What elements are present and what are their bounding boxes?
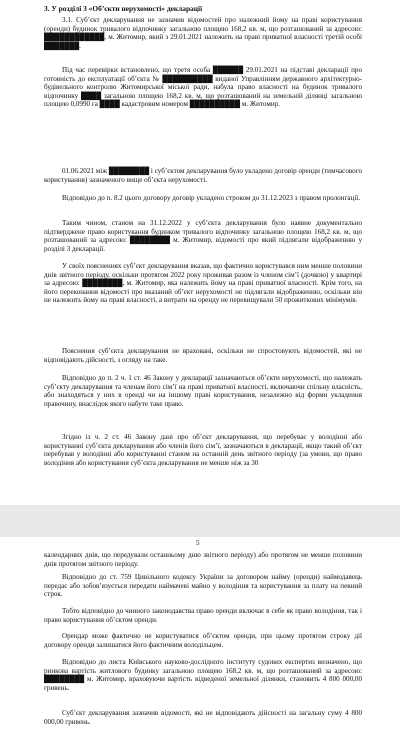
paragraph-inspection: Під час перевірки встановлено, що третя особа ██████ 29.01.2021 на підставі декларації про готовність до експлуатації об’єкта № ██████████ виданої Управлінням державного архітектурно-будівельного контролю Житомирської міської ради, набула право власності на будинок тривалого відпочинку ████ загальною площею 168,2 кв. м, що розташований на земельній ділянці загальною площею 0,0990 га ████ кадастровим номером ██████████ м. Житомир. (44, 66, 362, 109)
paragraph-lease: 01.06.2021 між ████████ і суб’єктом декларування було укладено договір оренди (тимчасового користування) зазначеного вище об’єкта нерухомості. (44, 167, 362, 184)
paragraph-3-1: 3.1. Суб’єкт декларування не зазначив відомостей про належний йому на праві користування (оренди) будинок тривалого відпочинку загальною площею 168,2 кв. м, що розташований за адресою: ████████████, м. Житомир, який з 29.01.2021 належить на праві приватної власності третій особі ███████. (44, 16, 362, 50)
paragraph-law-46-1: Відповідно до п. 2 ч. 1 ст. 46 Закону у декларації зазначаються об’єкти нерухомості, що належать суб’єкту декларування та членам його сім’ї на праві приватної власності, включаючи спільну власність, або знаходяться у них в оренді чи на іншому праві користування, незалежно від форми укладення правочину, внаслідок якого набуте таке право. (44, 374, 362, 408)
paragraph-continuation: календарних днів, що передували останньому дню звітного періоду) або протягом не менше половини днів протягом звітного періоду. (44, 551, 362, 568)
paragraph-explanations: У своїх поясненнях суб’єкт декларування вказав, що фактично користувався ним менше половини днів звітного періоду, оскільки протягом 2022 року проживав разом із членом сім’ї (дочкою) у квартирі за адресою: ████████, м. Житомир, яка належить йому на праві приватної власності. Крім того, на його переконання відомості про вказаний об’єкт нерухомості не підлягали відображенню, оскільки він не належить йому на праві власності, а витрати на оренду не перевищували 50 прожиткових мінімумів. (44, 262, 362, 305)
paragraph-rejection: Пояснення суб’єкта декларування не враховані, оскільки не спростовують відомостей, які не відповідають дійсності, з огляду на таке. (44, 347, 362, 364)
document-page-2 (0, 537, 400, 745)
paragraph-total: Суб’єкт декларування зазначив відомості, які не відповідають дійсності на загальну суму 4 800 000,00 гривень. (44, 709, 362, 726)
section-title: 3. У розділі 3 «Об’єкти нерухомості» декларації (44, 4, 203, 13)
page-number: 5 (196, 539, 200, 547)
paragraph-civil-code: Відповідно до ст. 759 Цивільного кодексу України за договором найму (оренди) наймодавець передає або зобов’язується передати наймачеві майно у володіння та користування за плату на певний строк. (44, 573, 362, 599)
paragraph-law-46-2: Згідно із ч. 2 ст. 46 Закону дані про об’єкт декларування, що перебуває у володінні або користуванні суб’єкта декларування або членів його сім’ї, зазначаються в декларації, якщо такий об’єкт перебував у володінні або користуванні станом на останній день звітного періоду (за умови, що право володіння або користування суб’єкта декларування не менше ніж за 30 (44, 433, 362, 467)
paragraph-valuation: Відповідно до листа Київського науково-дослідного інституту судових експертиз визначено, що ринкова вартість житлового будинку загальною площею 168,2 кв. м, що розташований за адресою: ████████ м. Житомир, враховуючи вартість відведеної земельної ділянки, становить 4 800 000,00 гривень. (44, 658, 362, 692)
page-gap (0, 505, 400, 537)
paragraph-term: Відповідно до п. 8.2 цього договору договір укладено строком до 31.12.2023 з правом пролонгації. (62, 194, 361, 202)
paragraph-conclusion: Таким чином, станом на 31.12.2022 у суб’єкта декларування було наявне документально підтверджене право користування будинком тривалого відпочинку загальною площею 168,2 кв. м, що розташований за адресою: ████████ м. Житомир, відомості про який підлягали відображенню у розділі 3 декларації. (44, 219, 362, 253)
paragraph-lessee: Орендар може фактично не користуватися об’єктом оренди, при цьому протягом строку дії договору оренди залишатися його фактичним володільцем. (44, 632, 362, 649)
paragraph-lease-rights: Тобто відповідно до чинного законодавства право оренди включає в себе як право володіння, так і право користування об’єктом оренди. (44, 607, 362, 624)
